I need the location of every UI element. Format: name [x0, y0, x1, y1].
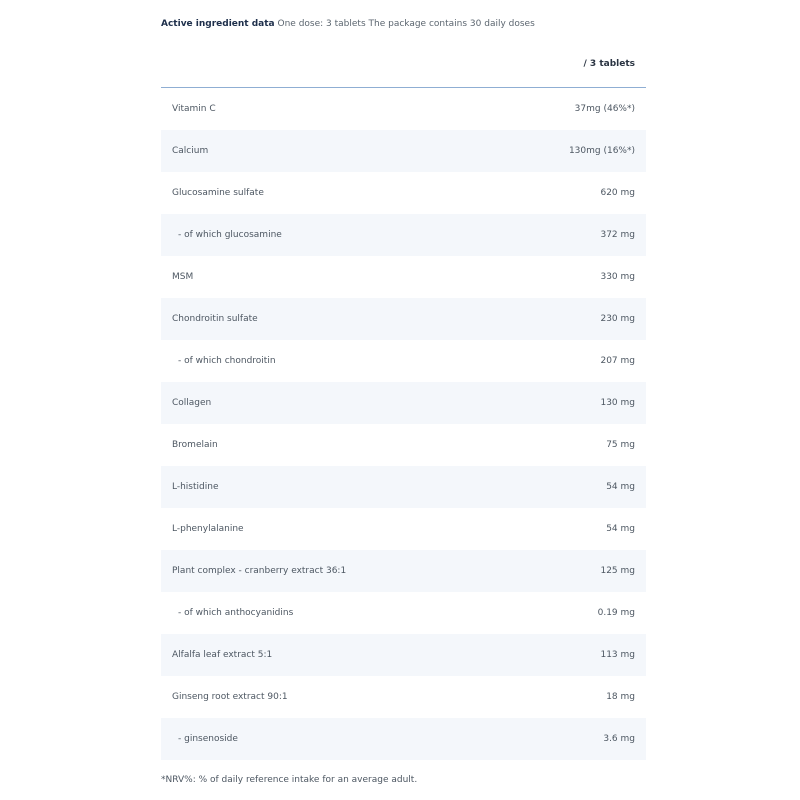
ingredient-name: Alfalfa leaf extract 5:1 — [172, 650, 273, 660]
ingredient-amount: 125 mg — [600, 566, 635, 576]
table-row — [161, 340, 646, 382]
ingredient-name: - ginsenoside — [178, 734, 238, 744]
footnote: *NRV%: % of daily reference intake for an average adult. — [161, 775, 418, 785]
intro-text: One dose: 3 tablets The package contains 30 daily doses — [277, 19, 535, 29]
ingredient-name: Plant complex - cranberry extract 36:1 — [172, 566, 347, 576]
table-row — [161, 256, 646, 298]
ingredient-amount: 330 mg — [600, 272, 635, 282]
ingredient-name: Chondroitin sulfate — [172, 314, 258, 324]
ingredient-name: L-phenylalanine — [172, 524, 244, 534]
table-row — [161, 214, 646, 256]
ingredient-name: - of which anthocyanidins — [178, 608, 294, 618]
ingredient-name: Ginseng root extract 90:1 — [172, 692, 288, 702]
table-row — [161, 550, 646, 592]
column-header-dose: / 3 tablets — [583, 59, 635, 69]
ingredient-name: Calcium — [172, 146, 209, 156]
ingredient-name: - of which glucosamine — [178, 230, 282, 240]
ingredient-amount: 54 mg — [606, 482, 635, 492]
ingredient-name: - of which chondroitin — [178, 356, 276, 366]
ingredient-amount: 620 mg — [600, 188, 635, 198]
table-row — [161, 718, 646, 760]
ingredient-amount: 54 mg — [606, 524, 635, 534]
ingredient-amount: 37mg (46%*) — [574, 104, 635, 114]
ingredient-amount: 372 mg — [600, 230, 635, 240]
ingredient-amount: 3.6 mg — [603, 734, 635, 744]
table-row — [161, 88, 646, 130]
ingredient-amount: 75 mg — [606, 440, 635, 450]
ingredient-amount: 230 mg — [600, 314, 635, 324]
ingredient-name: Collagen — [172, 398, 212, 408]
ingredient-rows — [161, 88, 646, 760]
table-row — [161, 130, 646, 172]
ingredient-amount: 0.19 mg — [597, 608, 635, 618]
table-row — [161, 424, 646, 466]
ingredient-amount: 130 mg — [600, 398, 635, 408]
table-row — [161, 382, 646, 424]
table-row — [161, 634, 646, 676]
ingredient-name: MSM — [172, 272, 194, 282]
table-row — [161, 676, 646, 718]
intro-line — [161, 17, 646, 31]
intro-label: Active ingredient data — [161, 19, 275, 29]
ingredient-name: Vitamin C — [172, 104, 216, 114]
table-row — [161, 466, 646, 508]
ingredient-amount: 207 mg — [600, 356, 635, 366]
ingredient-name: Glucosamine sulfate — [172, 188, 264, 198]
table-row — [161, 592, 646, 634]
ingredient-amount: 130mg (16%*) — [568, 146, 635, 156]
table-row — [161, 508, 646, 550]
table-row — [161, 172, 646, 214]
table-row — [161, 298, 646, 340]
ingredient-name: Bromelain — [172, 440, 218, 450]
ingredient-amount: 18 mg — [606, 692, 635, 702]
ingredient-name: L-histidine — [172, 482, 219, 492]
table-header — [161, 59, 646, 73]
ingredient-amount: 113 mg — [600, 650, 635, 660]
